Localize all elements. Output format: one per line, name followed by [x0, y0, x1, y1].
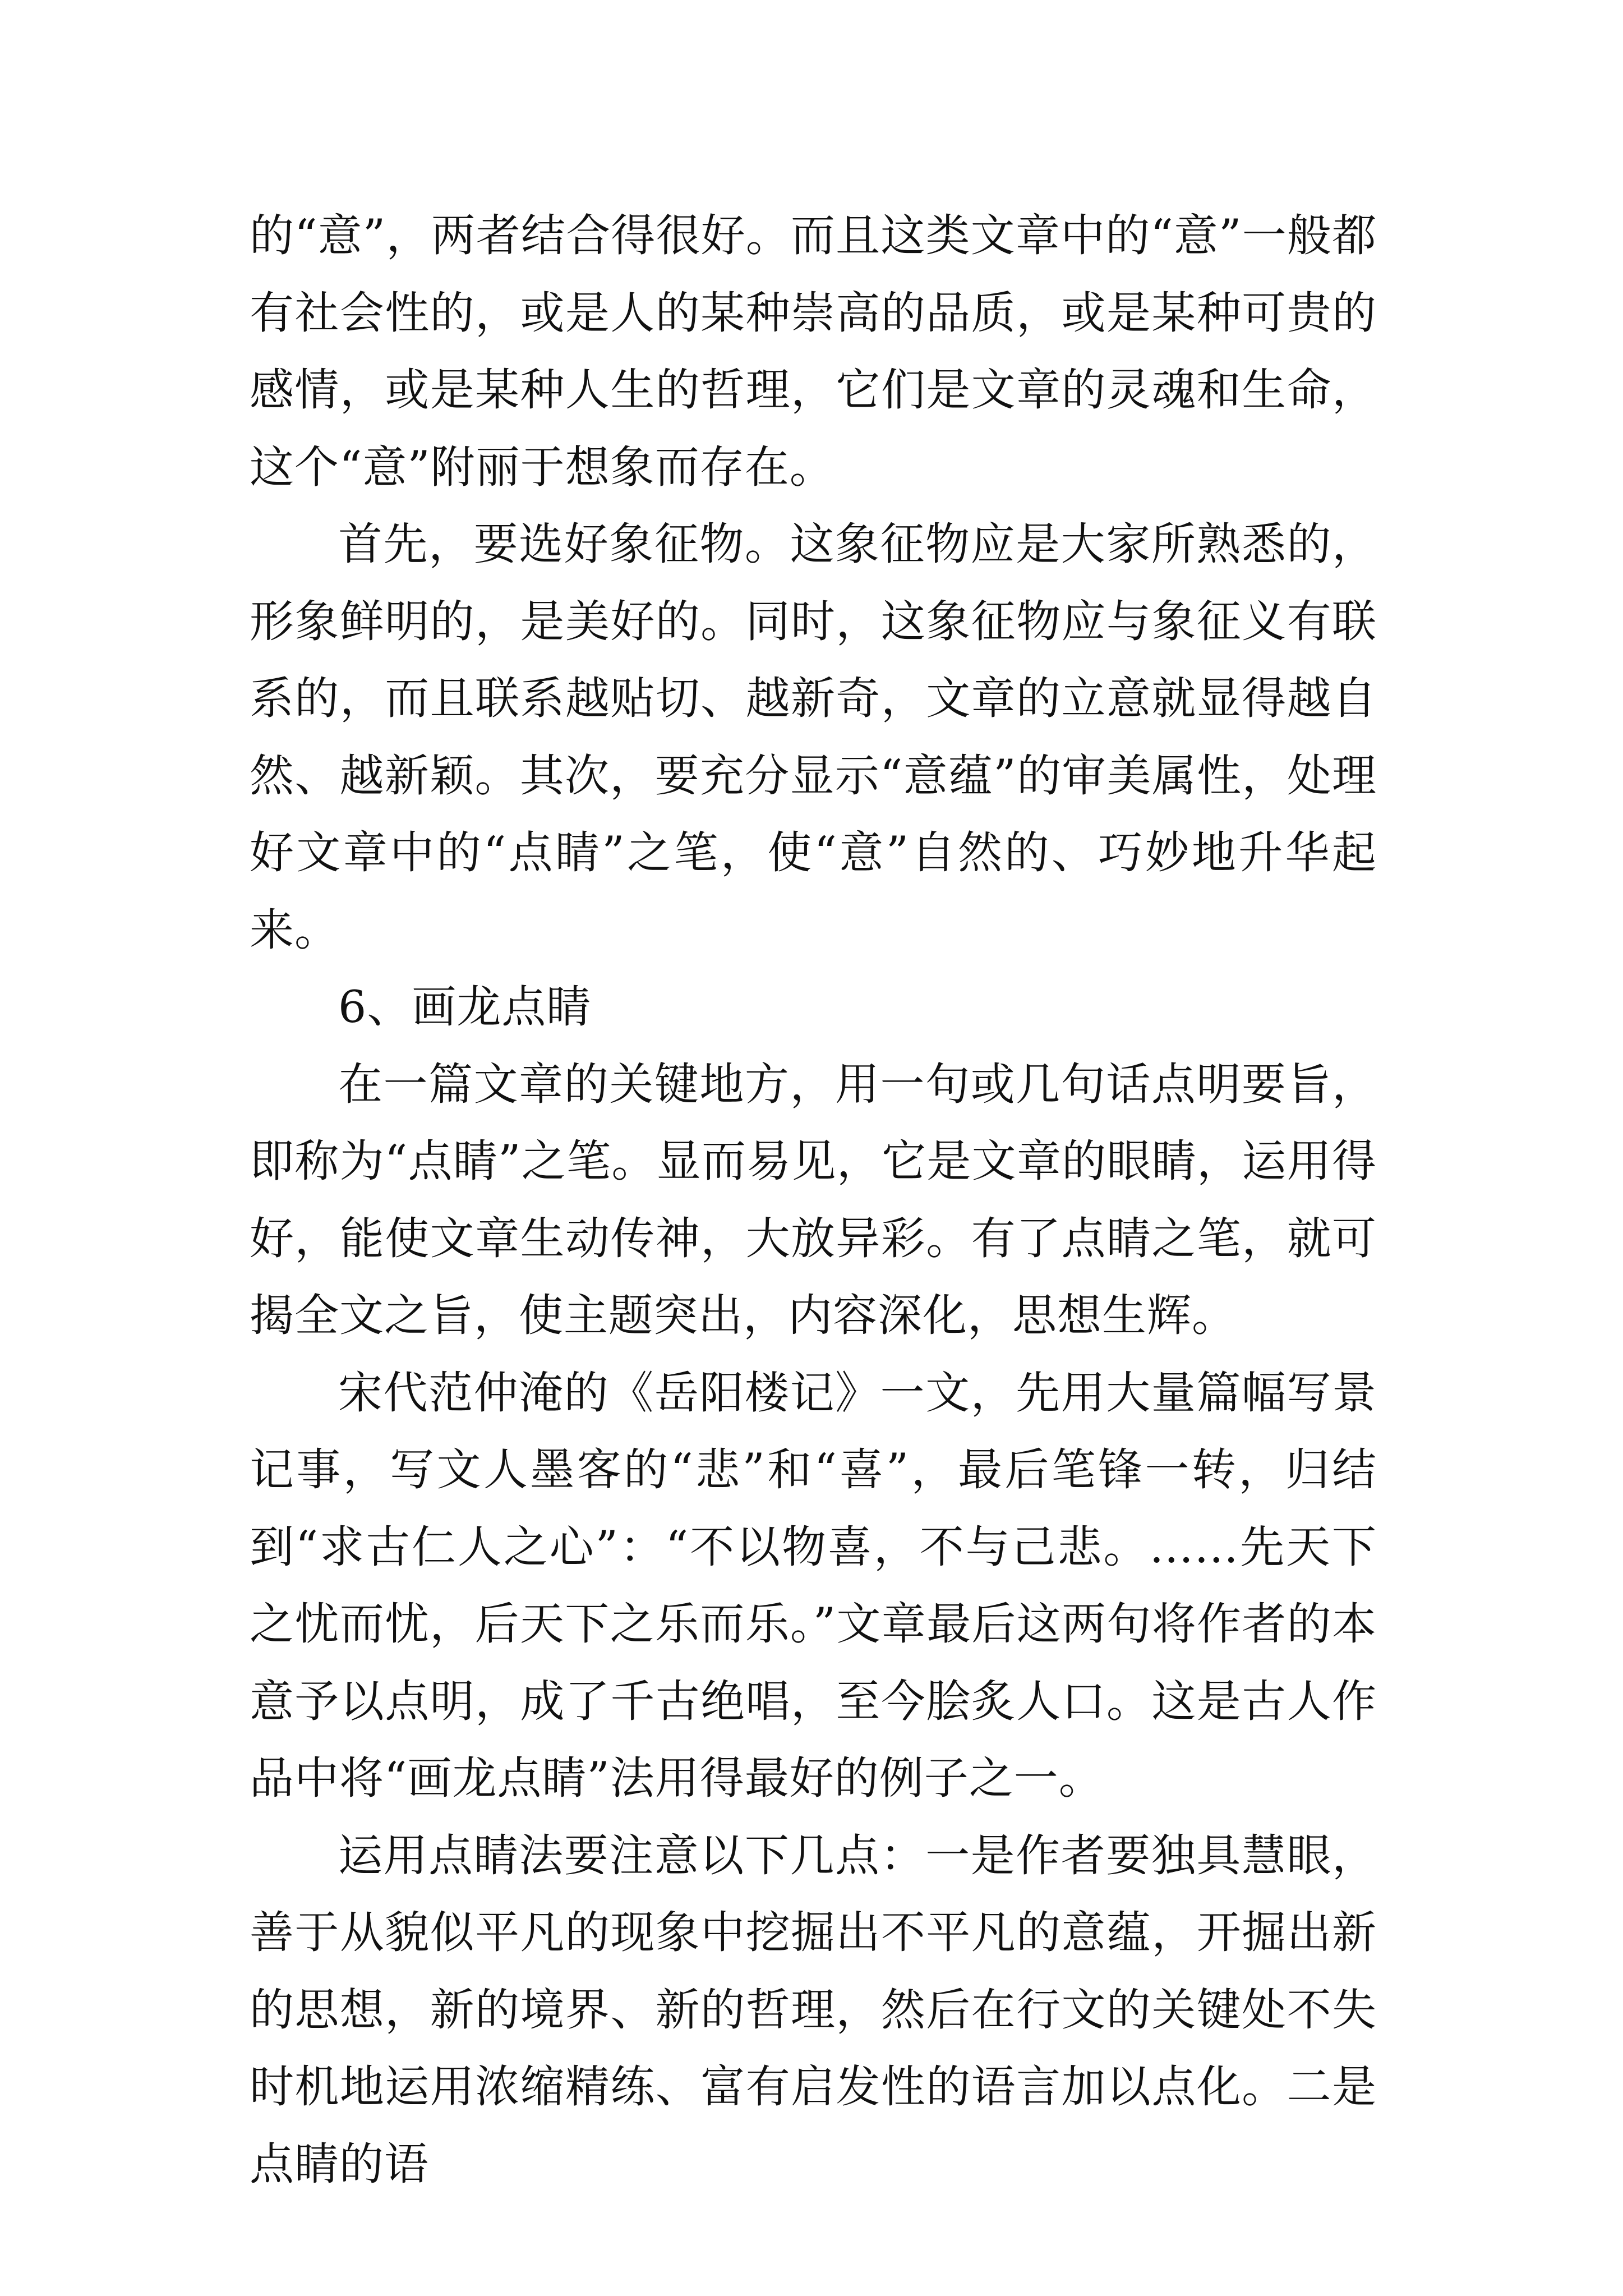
body-text: [250, 197, 1377, 2203]
section-heading: 6、画龙点睛: [338, 981, 592, 1033]
paragraph-method: 运用点睛法要注意以下几点：一是作者要独具慧眼，善于从貌似平凡的现象中挖掘出不平凡的意蕴，开掘出新的思想，新的境界、新的哲理，然后在行文的关键处不失时机地运用浓缩精练、富有启发性的语言加以点化。二是点睛的语: [250, 1829, 1377, 2190]
paragraph-example: 宋代范仲淹的《岳阳楼记》一文，先用大量篇幅写景记事，写文人墨客的“悲”和“喜”，最后笔锋一转，归结到“求古仁人之心”：“不以物喜，不与己悲。……先天下之忧而忧，后天下之乐而乐。”文章最后这两句将作者的本意予以点明，成了千古绝唱，至今脍炙人口。这是古人作品中将“画龙点睛”法用得最好的例子之一。: [250, 1366, 1377, 1804]
paragraph-definition: 在一篇文章的关键地方，用一句或几句话点明要旨，即称为“点睛”之笔。显而易见，它是文章的眼睛，运用得好，能使文章生动传神，大放异彩。有了点睛之笔，就可揭全文之旨，使主题突出，内容深化，思想生辉。: [250, 1058, 1377, 1341]
paragraph-symbol-selection: 首先，要选好象征物。这象征物应是大家所熟悉的，形象鲜明的，是美好的。同时，这象征物应与象征义有联系的，而且联系越贴切、越新奇，文章的立意就显得越自然、越新颖。其次，要充分显示“意蕴”的审美属性，处理好文章中的“点睛”之笔，使“意”自然的、巧妙地升华起来。: [250, 518, 1377, 956]
paragraph-continuation: 的“意”，两者结合得很好。而且这类文章中的“意”一般都有社会性的，或是人的某种崇高的品质，或是某种可贵的感情，或是某种人生的哲理，它们是文章的灵魂和生命，这个“意”附丽于想象而存在。: [250, 210, 1377, 493]
